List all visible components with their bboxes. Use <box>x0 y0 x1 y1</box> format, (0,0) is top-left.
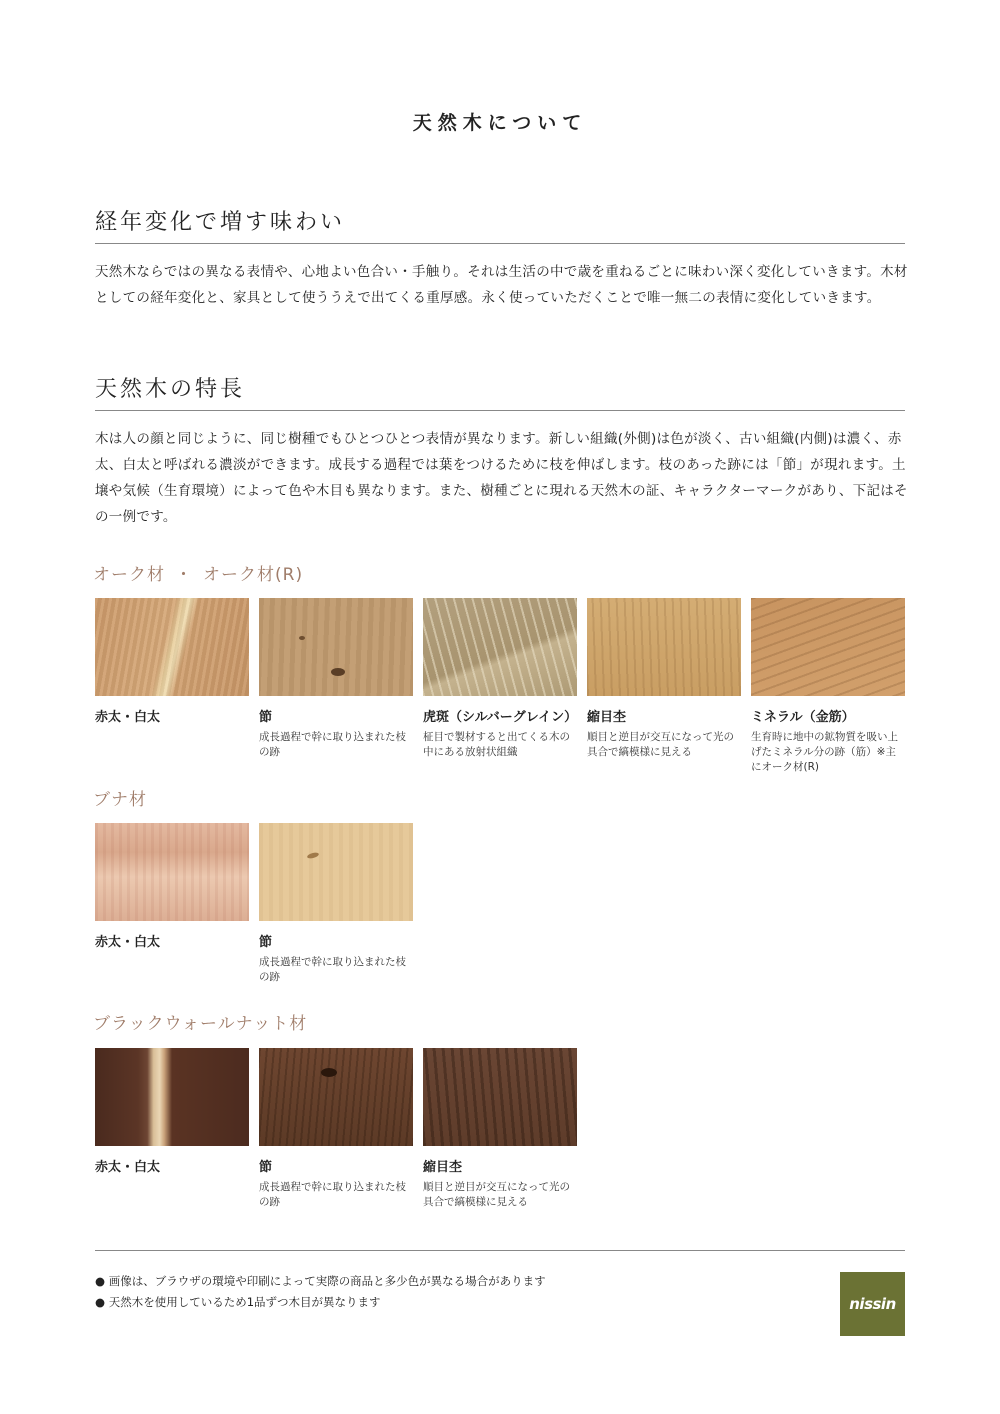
wood-swatch-beech-knot <box>259 823 413 921</box>
wood-tile <box>259 1048 413 1210</box>
wood-swatch-walnut-ripple <box>423 1048 577 1146</box>
wood-swatch-oak-sapwood <box>95 598 249 696</box>
wood-tile <box>259 598 413 760</box>
tile-name: 縮目杢 <box>423 1160 463 1175</box>
section-body-aging: 天然木ならではの異なる表情や、心地よい色合い・手触り。それは生活の中で歳を重ねるごとに味わい深く変化していきます。木材としての経年変化と、家具として使ううえで出てくる重厚感。永く使っていただくことで唯一無二の表情に変化していきます。 <box>95 264 908 306</box>
footer-note: ● 天然木を使用しているため1品ずつ木目が異なります <box>95 1295 381 1309</box>
tile-desc: 順目と逆目が交互になって光の具合で縞模様に見える <box>587 731 734 758</box>
wood-label-oak <box>93 560 303 585</box>
tile-desc: 生育時に地中の鉱物質を吸い上げたミネラル分の跡（筋）※主にオーク材(R) <box>751 731 898 773</box>
wood-swatch-walnut-knot <box>259 1048 413 1146</box>
tile-name: 赤太・白太 <box>95 1160 161 1175</box>
wood-swatch-oak-silver-grain <box>423 598 577 696</box>
nissin-logo <box>840 1272 905 1336</box>
tile-name: 縮目杢 <box>587 710 627 725</box>
tile-name: ミネラル（金筋） <box>751 710 855 725</box>
tile-name: 節 <box>259 1160 273 1175</box>
wood-swatch-oak-mineral <box>751 598 905 696</box>
wood-tile <box>423 1048 577 1210</box>
section-body-features: 木は人の顔と同じように、同じ樹種でもひとつひとつ表情が異なります。新しい組織(外側)は色が淡く、古い組織(内側)は濃く、赤太、白太と呼ばれる濃淡ができます。成長する過程では葉をつけるために枝を伸ばします。枝のあった跡には「節」が現れます。土壌や気候（生育環境）によって色や木目も異なります。また、樹種ごとに現れる天然木の証、キャラクターマークがあり、下記はその一例です。 <box>95 431 908 525</box>
tile-desc: 柾目で製材すると出てくる木の中にある放射状組織 <box>423 731 570 758</box>
footer-note: ● 画像は、ブラウザの環境や印刷によって実際の商品と多少色が異なる場合があります <box>95 1274 546 1288</box>
oak-label-b: オーク材(R) <box>203 565 304 585</box>
tile-desc: 成長過程で幹に取り込まれた枝の跡 <box>259 731 406 758</box>
wood-label-walnut: ブラックウォールナット材 <box>93 1014 308 1034</box>
tile-desc: 順目と逆目が交互になって光の具合で縞模様に見える <box>423 1181 570 1208</box>
page-title: 天然木について <box>412 112 588 134</box>
wood-tile <box>95 1048 249 1175</box>
wood-swatch-beech-sapwood <box>95 823 249 921</box>
tile-name: 赤太・白太 <box>95 710 161 725</box>
section-heading-aging: 経年変化で増す味わい <box>95 210 346 235</box>
section-heading-features: 天然木の特長 <box>95 377 246 402</box>
section-divider <box>95 243 905 244</box>
tile-name: 赤太・白太 <box>95 935 161 950</box>
tile-name: 虎斑（シルバーグレイン） <box>423 710 578 725</box>
wood-swatch-oak-ripple <box>587 598 741 696</box>
wood-swatch-walnut-sapwood <box>95 1048 249 1146</box>
wood-tile <box>751 598 905 775</box>
logo-text: nissin <box>849 1295 896 1313</box>
wood-label-beech: ブナ材 <box>93 790 147 810</box>
wood-tile <box>95 823 249 950</box>
tile-name: 節 <box>259 710 273 725</box>
wood-tile <box>423 598 577 760</box>
wood-swatch-oak-knot <box>259 598 413 696</box>
tile-desc: 成長過程で幹に取り込まれた枝の跡 <box>259 1181 406 1208</box>
footer-divider <box>95 1250 905 1251</box>
wood-tile <box>587 598 741 760</box>
wood-tile <box>259 823 413 985</box>
tile-desc: 成長過程で幹に取り込まれた枝の跡 <box>259 956 406 983</box>
tile-name: 節 <box>259 935 273 950</box>
oak-label-separator: ・ <box>175 565 193 585</box>
section-divider <box>95 410 905 411</box>
oak-label-a: オーク材 <box>93 565 165 585</box>
wood-tile <box>95 598 249 725</box>
